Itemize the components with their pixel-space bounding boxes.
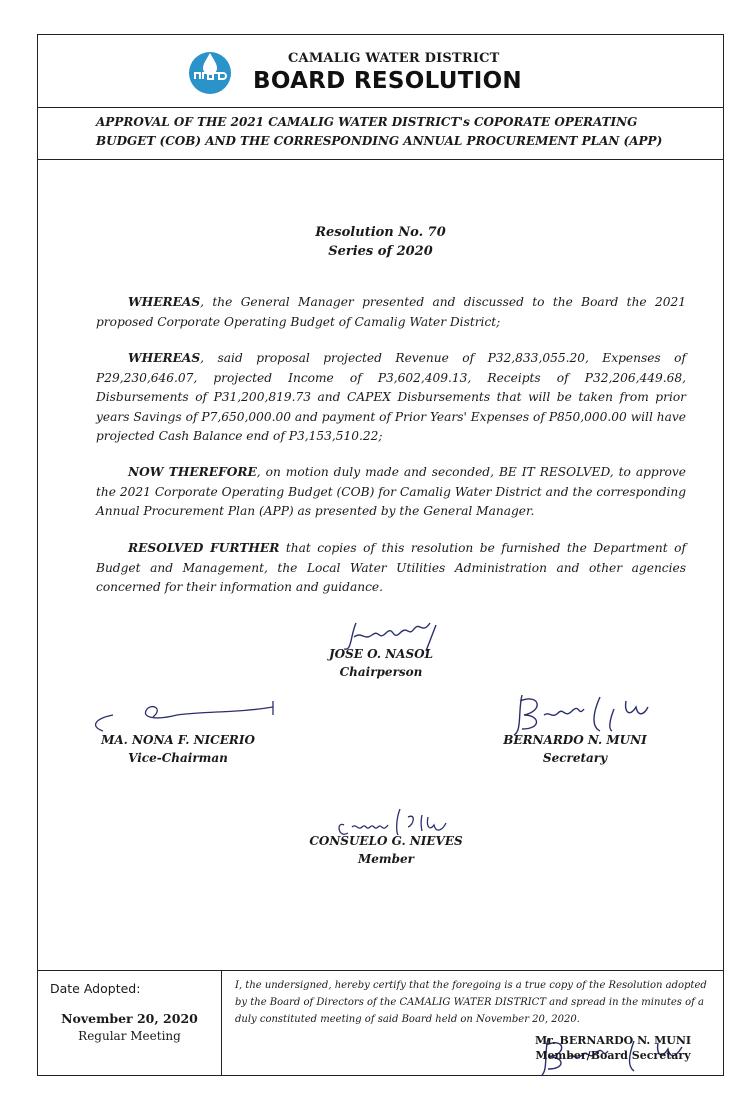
signatory-member: [306, 832, 466, 868]
date-adopted-label: Date Adopted:: [50, 981, 141, 996]
secretary-name: BERNARDO N. MUNI: [503, 733, 647, 747]
resolution-number: Resolution No. 70: [315, 225, 446, 240]
certifier-role: Member/Board Secretary: [535, 1049, 691, 1062]
vice-signature-icon: [83, 697, 283, 733]
resolution-heading: [38, 223, 723, 261]
resolution-series: Series of 2020: [328, 244, 433, 259]
paragraph-1: WHEREAS, the General Manager presented and discussed to the Board the 2021 proposed Corporate Operating Budget of Camalig Water District;: [96, 295, 686, 329]
document-frame: [37, 34, 724, 1076]
certification-footer: [38, 970, 723, 1076]
certifier-block: [508, 1033, 718, 1063]
signatory-secretary: [500, 731, 650, 767]
member-role: Member: [358, 852, 414, 866]
paragraph-3: NOW THEREFORE, on motion duly made and seconded, BE IT RESOLVED, to approve the 2021 Corporate Operating Budget (COB) for Camalig Water District and the corresponding Annual Procurement Plan (APP) as presented by the General Manager.: [96, 465, 686, 518]
secretary-role: Secretary: [542, 751, 608, 765]
signatory-vice: [83, 731, 273, 767]
vice-name: MA. NONA F. NICERIO: [101, 733, 255, 747]
signatory-chair: [306, 645, 456, 681]
certification-text: I, the undersigned, hereby certify that the foregoing is a true copy of the Resolution adopted by the Board of Directors of the CAMALIG WATER DISTRICT and spread in the minutes of a duly constituted meeting of said Board held on November 20, 2020.: [235, 980, 707, 1025]
letterhead: [38, 35, 723, 108]
vice-role: Vice-Chairman: [128, 751, 228, 765]
subject-text: APPROVAL OF THE 2021 CAMALIG WATER DISTRICT's COPORATE OPERATING BUDGET (COB) AND THE CORRESPONDING ANNUAL PROCUREMENT PLAN (APP): [96, 115, 663, 148]
chair-role: Chairperson: [339, 665, 423, 679]
meeting-type: Regular Meeting: [78, 1029, 181, 1043]
chair-name: JOSE O. NASOL: [328, 647, 434, 661]
paragraph-4: RESOLVED FURTHER that copies of this resolution be furnished the Department of Budget and Management, the Local Water Utilities Administration and other agencies concerned for their information and guidance.: [96, 541, 686, 594]
member-name: CONSUELO G. NIEVES: [309, 834, 463, 848]
paragraph-2: WHEREAS, said proposal projected Revenue of P32,833,055.20, Expenses of P29,230,646.07, projected Income of P3,602,409.13, Receipts of P32,206,449.68, Disbursements of P31,200,819.73 and CAPEX Disbursements that will be taken from prior years Savings of P7,650,000.00 and payment of Prior Years' Expenses of P850,000.00 will have projected Cash Balance end of P3,153,510.22;: [96, 351, 686, 443]
footer-divider: [221, 971, 222, 1076]
subject-box: [38, 107, 723, 160]
document-title: BOARD RESOLUTION: [253, 68, 522, 94]
date-adopted: November 20, 2020: [61, 1011, 198, 1026]
district-name: CAMALIG WATER DISTRICT: [288, 51, 500, 66]
certifier-name: Mr. BERNARDO N. MUNI: [534, 1034, 692, 1047]
water-drop-logo-icon: [186, 47, 234, 95]
